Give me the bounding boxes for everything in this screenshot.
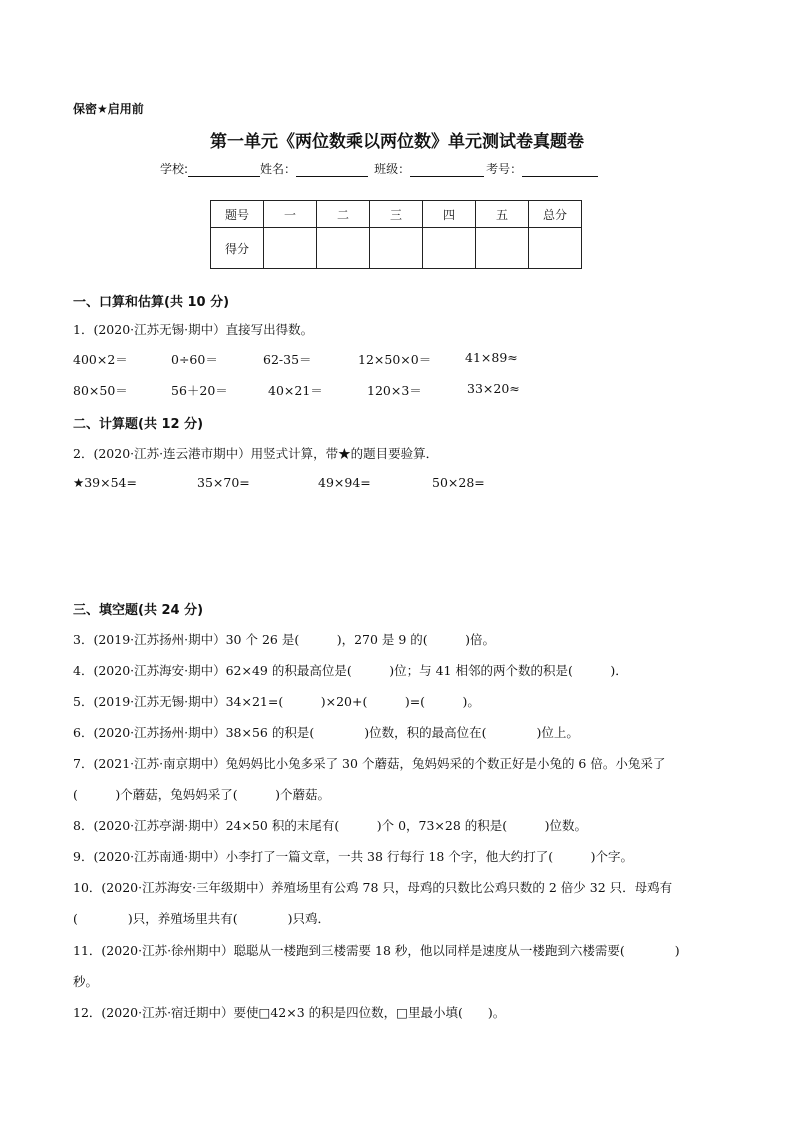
class-label: 班级： [374,162,411,176]
score-header-cell: 题号 [211,201,264,228]
confidential-mark: 保密★启用前 [73,102,144,116]
score-cell[interactable] [317,228,370,269]
score-table [210,200,582,269]
score-cell[interactable] [423,228,476,269]
calc-item: 0÷60＝ [171,352,218,367]
score-cell[interactable] [370,228,423,269]
question-6: 6．(2020·江苏扬州·期中）38×56 的积是( )位数，积的最高位在( )位上。 [73,725,579,740]
page-title: 第一单元《两位数乘以两位数》单元测试卷真题卷 [210,132,584,152]
calc-item: ★39×54= [73,475,137,490]
calc-item: 50×28= [432,475,485,490]
score-cell[interactable] [264,228,317,269]
score-cell[interactable] [476,228,529,269]
question-3: 3．(2019·江苏扬州·期中）30 个 26 是( )，270 是 9 的( )倍。 [73,632,496,647]
name-blank[interactable] [296,164,368,177]
score-header-cell: 四 [423,201,476,228]
score-cell[interactable] [529,228,582,269]
question-10-continued: ( )只，养殖场里共有( )只鸡． [73,911,331,926]
calc-item: 400×2＝ [73,352,128,367]
question-12: 12．(2020·江苏·宿迁期中）要使□42×3 的积是四位数，□里最小填( )。 [73,1005,506,1020]
score-row-label: 得分 [211,228,264,269]
calc-item: 49×94= [318,475,371,490]
question-8: 8．(2020·江苏亭湖·期中）24×50 积的末尾有( )个 0，73×28 的积是( )位数。 [73,818,588,833]
question-9: 9．(2020·江苏南通·期中）小李打了一篇文章，一共 38 行每行 18 个字，他大约打了( )个字。 [73,849,634,864]
section-heading: 三、填空题(共 24 分) [73,603,204,618]
question-11: 11．(2020·江苏·徐州期中）聪聪从一楼跑到三楼需要 18 秒，他以同样是速度从一楼跑到六楼需要( ) [73,943,680,958]
question-5: 5．(2019·江苏无锡·期中）34×21=( )×20+( )=( )。 [73,694,480,709]
calc-item: 120×3＝ [367,383,422,398]
calc-item: 62-35＝ [263,352,312,367]
calc-item: 40×21＝ [268,383,323,398]
school-label: 学校: [160,162,189,176]
exam-no-blank[interactable] [522,164,598,177]
question-4: 4．(2020·江苏海安·期中）62×49 的积最高位是( )位；与 41 相邻的两个数的积是( )． [73,663,628,678]
score-header-cell: 二 [317,201,370,228]
calc-item: 35×70= [197,475,250,490]
section-heading: 一、口算和估算(共 10 分) [73,295,230,310]
class-blank[interactable] [410,164,484,177]
score-header-cell: 三 [370,201,423,228]
calc-item: 41×89≈ [465,350,518,365]
school-blank[interactable] [188,164,260,177]
calc-item: 80×50＝ [73,383,128,398]
question-7-continued: ( )个蘑菇，兔妈妈采了( )个蘑菇。 [73,787,331,802]
section-heading: 二、计算题(共 12 分) [73,417,204,432]
score-header-cell: 五 [476,201,529,228]
exam-no-label: 考号： [486,162,523,176]
question-10: 10．(2020·江苏海安·三年级期中）养殖场里有公鸡 78 只，母鸡的只数比公鸡只数的 2 倍少 32 只．母鸡有 [73,880,673,895]
question-7: 7．(2021·江苏·南京期中）兔妈妈比小兔多采了 30 个蘑菇，兔妈妈采的个数正好是小兔的 6 倍。小兔采了 [73,756,666,771]
question-2: 2．(2020·江苏·连云港市期中）用竖式计算，带★的题目要验算． [73,446,439,461]
student-info-line [160,160,598,177]
name-label: 姓名： [260,162,297,176]
question-11-continued: 秒。 [73,974,99,989]
score-header-cell: 总分 [529,201,582,228]
score-header-cell: 一 [264,201,317,228]
question-1: 1．(2020·江苏无锡·期中）直接写出得数。 [73,322,314,337]
calc-item: 12×50×0＝ [358,352,432,367]
calc-item: 56＋20＝ [171,383,228,398]
calc-item: 33×20≈ [467,381,520,396]
